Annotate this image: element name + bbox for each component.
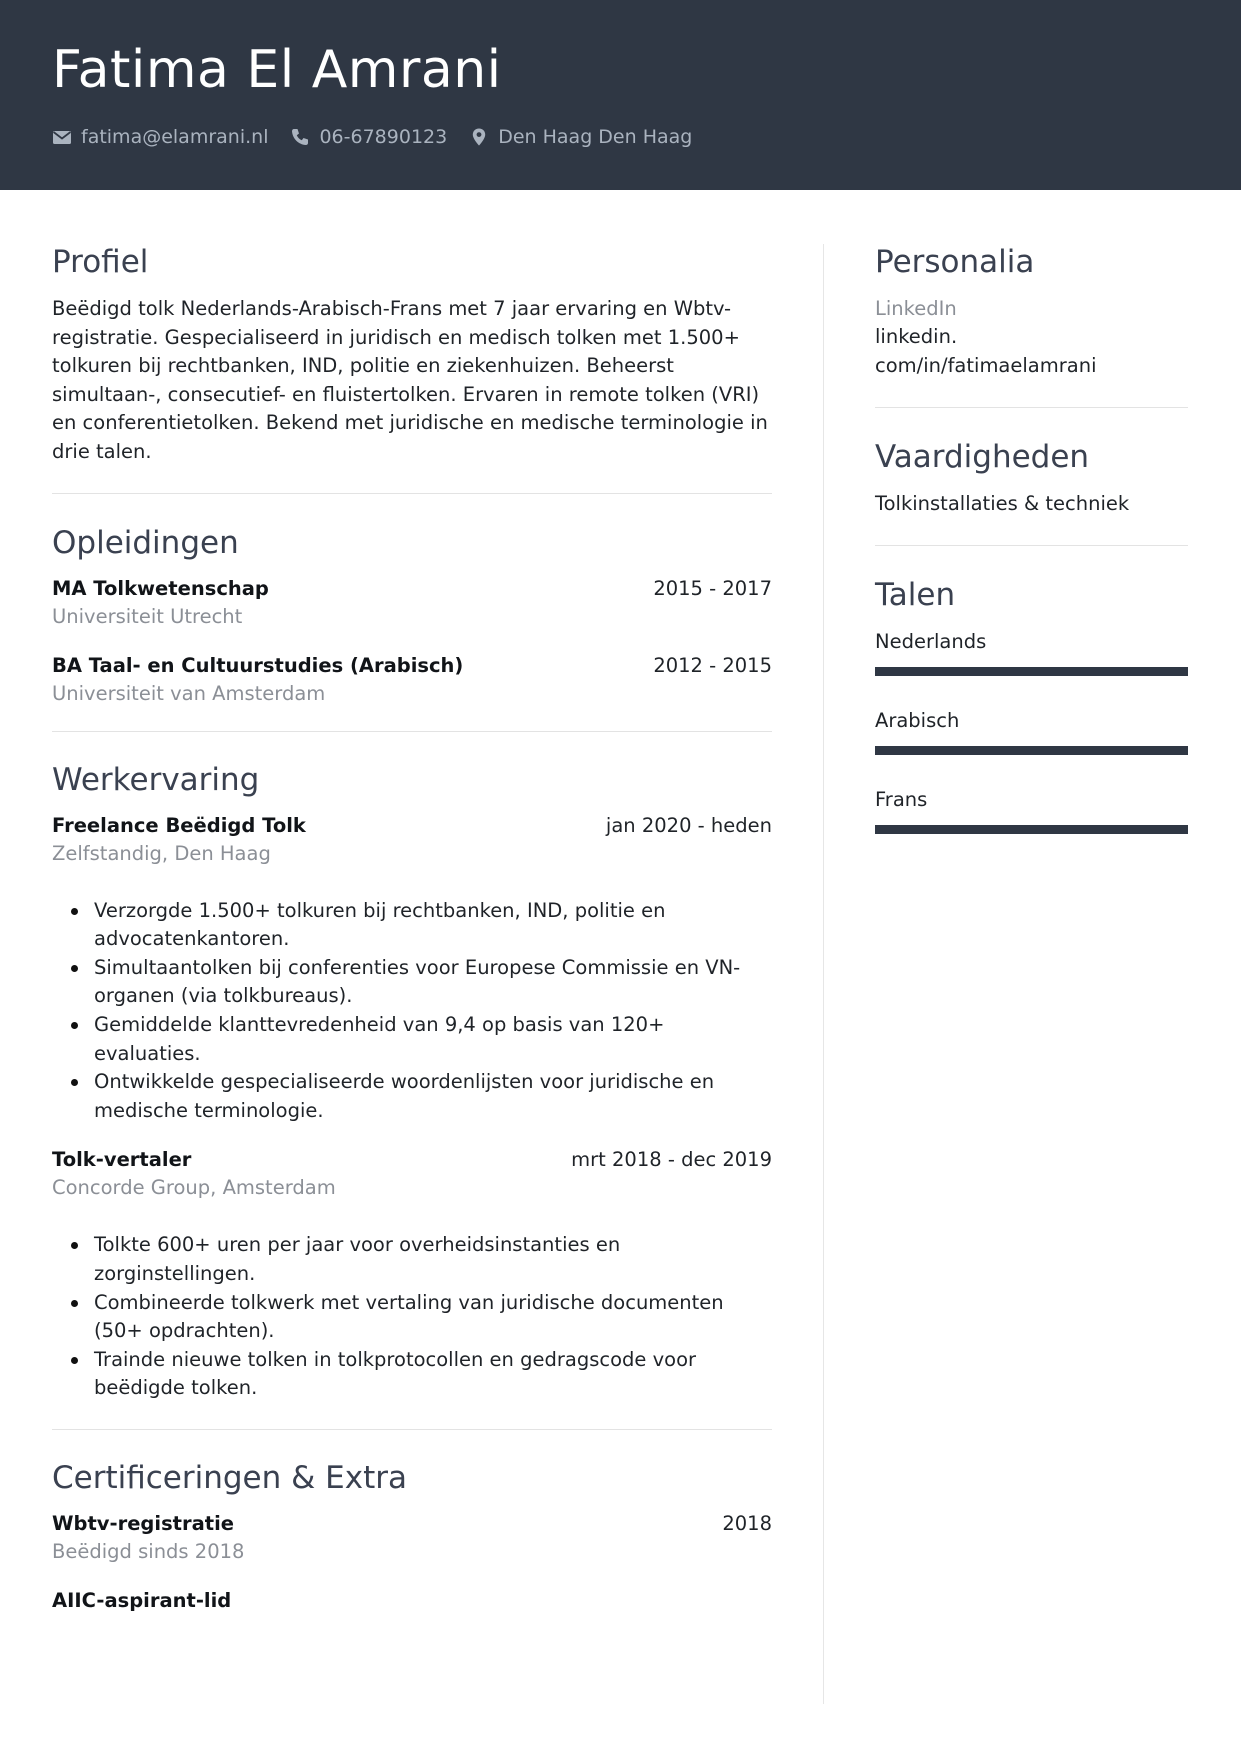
section-title-profile: Profiel — [52, 244, 149, 280]
list-item: Tolkte 600+ uren per jaar voor overheidsinstanties en zorginstellingen. — [94, 1231, 772, 1288]
section-divider — [52, 1429, 772, 1430]
column-divider — [823, 244, 824, 1704]
email-text: fatima@elamrani.nl — [81, 126, 269, 148]
map-pin-icon — [469, 127, 489, 147]
certification-entry — [52, 1510, 772, 1566]
sidebar-column — [875, 242, 1188, 834]
language-item — [875, 707, 1188, 755]
contact-location — [469, 126, 692, 148]
language-name: Nederlands — [875, 629, 987, 653]
education-dates: 2012 - 2015 — [653, 653, 772, 677]
contact-bar — [52, 122, 692, 152]
achievement-list — [52, 1231, 772, 1403]
section-title-personal: Personalia — [875, 244, 1035, 280]
list-item: Verzorgde 1.500+ tolkuren bij rechtbanken, IND, politie en advocatenkantoren. — [94, 897, 772, 954]
education-dates: 2015 - 2017 — [653, 576, 772, 600]
experience-entry — [52, 812, 772, 1126]
certification-name: Wbtv-registratie — [52, 1511, 235, 1535]
achievement-list — [52, 897, 772, 1126]
section-profile — [52, 242, 772, 467]
linkedin-label: LinkedIn — [875, 297, 957, 320]
certification-entry — [52, 1587, 772, 1615]
education-entry — [52, 652, 772, 708]
list-item: Trainde nieuwe tolken in tolkprotocollen en gedragscode voor beëdigde tolken. — [94, 1346, 772, 1403]
list-item: Combineerde tolkwerk met vertaling van juridische documenten (50+ opdrachten). — [94, 1289, 772, 1346]
section-title-languages: Talen — [875, 576, 956, 613]
section-experience — [52, 760, 772, 1403]
list-item: Simultaantolken bij conferenties voor Europese Commissie en VN-organen (via tolkbureaus). — [94, 954, 772, 1011]
section-divider — [875, 407, 1188, 408]
language-item — [875, 628, 1188, 676]
phone-text: 06-67890123 — [319, 126, 448, 148]
section-personal — [875, 242, 1188, 380]
list-item: Gemiddelde klanttevredenheid van 9,4 op basis van 120+ evaluaties. — [94, 1011, 772, 1068]
company-name: Concorde Group, Amsterdam — [52, 1176, 336, 1200]
education-entry — [52, 575, 772, 631]
job-title: Freelance Beëdigd Tolk — [52, 813, 306, 837]
location-text: Den Haag Den Haag — [498, 126, 693, 148]
certification-name: AIIC-aspirant-lid — [52, 1588, 232, 1612]
language-level-fill — [875, 825, 1188, 834]
language-name: Frans — [875, 787, 928, 811]
section-title-education: Opleidingen — [52, 524, 239, 561]
section-languages — [875, 575, 1188, 834]
school-name: Universiteit Utrecht — [52, 604, 243, 628]
job-dates: jan 2020 - heden — [605, 813, 772, 837]
job-dates: mrt 2018 - dec 2019 — [571, 1148, 772, 1172]
language-item — [875, 786, 1188, 834]
resume-header — [0, 0, 1241, 190]
job-title: Tolk-vertaler — [52, 1148, 192, 1172]
certification-date: 2018 — [722, 1511, 772, 1535]
experience-entry — [52, 1146, 772, 1403]
linkedin-url-part: linkedin. — [875, 325, 958, 348]
company-name: Zelfstandig, Den Haag — [52, 841, 271, 865]
linkedin-url-part: com/in/fatimaelamrani — [875, 353, 1097, 377]
language-name: Arabisch — [875, 708, 960, 732]
section-skills — [875, 437, 1188, 519]
contact-phone[interactable] — [290, 126, 447, 148]
section-title-experience: Werkervaring — [52, 761, 260, 798]
profile-summary: Beëdigd tolk Nederlands-Arabisch-Frans met 7 jaar ervaring en Wbtv-registratie. Gespecialiseerd in juridisch en medisch tolken met 1.500+ tolkuren bij rechtbanken, IND, politie en ziekenhuizen. Beheerst simultaan-, consecutief- en fluistertolken. Ervaren in remote tolken (VRI) en conferentietolken. Bekend met juridische en medische terminologie in drie talen. — [52, 297, 768, 463]
degree-title: MA Tolkwetenschap — [52, 576, 269, 600]
language-level-bar — [875, 746, 1188, 755]
certification-detail: Beëdigd sinds 2018 — [52, 1539, 245, 1563]
section-title-skills: Vaardigheden — [875, 439, 1090, 476]
section-divider — [875, 545, 1188, 546]
contact-email[interactable] — [52, 126, 268, 148]
section-education — [52, 523, 772, 708]
section-certifications — [52, 1458, 772, 1615]
section-divider — [52, 731, 772, 732]
school-name: Universiteit van Amsterdam — [52, 681, 326, 705]
list-item: Ontwikkelde gespecialiseerde woordenlijsten voor juridische en medische terminologie. — [94, 1068, 772, 1125]
language-level-fill — [875, 667, 1188, 676]
phone-icon — [290, 127, 310, 147]
linkedin-link[interactable] — [875, 323, 1188, 380]
candidate-name: Fatima El Amrani — [52, 40, 502, 100]
section-divider — [52, 493, 772, 494]
main-column — [52, 242, 772, 1615]
language-level-bar — [875, 667, 1188, 676]
skill-item: Tolkinstallaties & techniek — [875, 492, 1130, 516]
language-level-fill — [875, 746, 1188, 755]
section-title-certifications: Certificeringen & Extra — [52, 1459, 407, 1496]
degree-title: BA Taal- en Cultuurstudies (Arabisch) — [52, 653, 464, 677]
language-level-bar — [875, 825, 1188, 834]
envelope-icon — [52, 127, 72, 147]
